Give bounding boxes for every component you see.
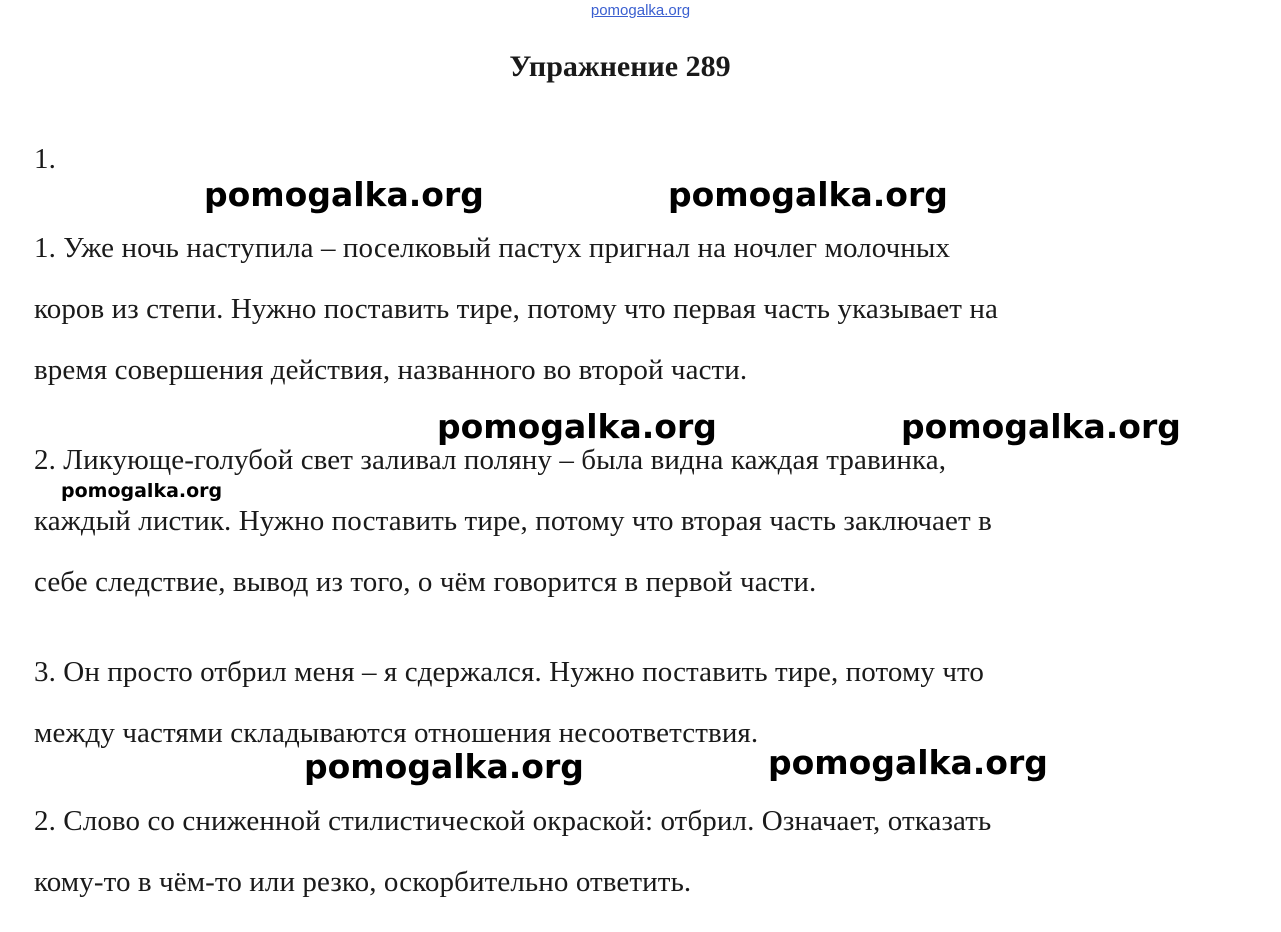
text-line-7: 3. Он просто отбрил меня – я сдержался. Нужно поставить тире, потому что [34, 656, 985, 688]
site-link[interactable]: pomogalka.org [590, 2, 691, 19]
watermark: pomogalka.org [768, 743, 1048, 782]
text-line-9: 2. Слово со сниженной стилистической окраской: отбрил. Означает, отказать [34, 805, 992, 837]
text-line-3: время совершения действия, названного во второй части. [34, 354, 748, 386]
watermark: pomogalka.org [901, 407, 1181, 446]
watermark: pomogalka.org [204, 175, 484, 214]
text-line-8: между частями складываются отношения несоответствия. [34, 717, 759, 749]
text-line-10: кому-то в чём-то или резко, оскорбительно ответить. [34, 866, 692, 898]
watermark: pomogalka.org [668, 175, 948, 214]
watermark: pomogalka.org [437, 407, 717, 446]
page-title: Упражнение 289 [509, 50, 731, 83]
text-line-2: коров из степи. Нужно поставить тире, потому что первая часть указывает на [34, 293, 999, 325]
text-line-5: каждый листик. Нужно поставить тире, потому что вторая часть заключает в [34, 505, 992, 537]
watermark: pomogalka.org [304, 747, 584, 786]
text-line-6: себе следствие, вывод из того, о чём говорится в первой части. [34, 566, 817, 598]
text-line-4: 2. Ликующе-голубой свет заливал поляну – была видна каждая травинка, [34, 444, 947, 476]
task-number: 1. [34, 143, 56, 175]
watermark-small: pomogalka.org [61, 480, 223, 502]
text-line-1: 1. Уже ночь наступила – поселковый пастух пригнал на ночлег молочных [34, 232, 951, 264]
